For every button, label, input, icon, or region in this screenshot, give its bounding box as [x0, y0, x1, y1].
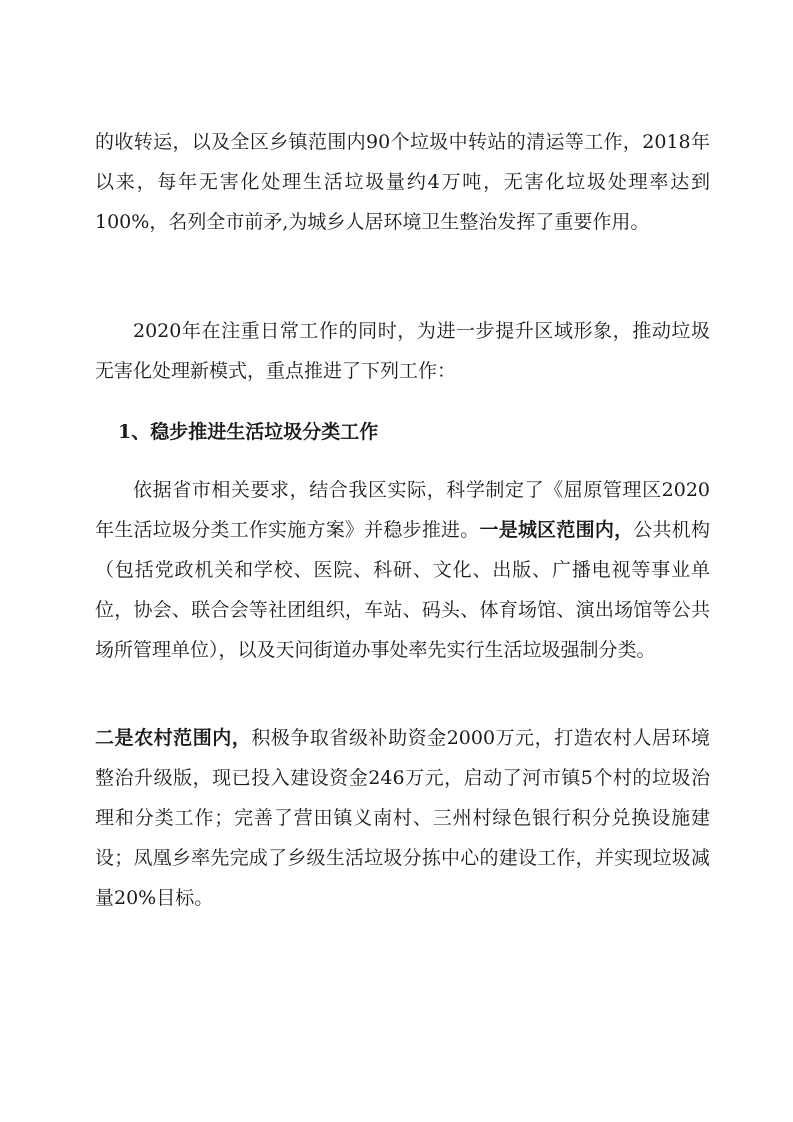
urban-sorting-detail: 公共机构（包括党政机关和学校、医院、科研、文化、出版、广播电视等事业单位，协会、联合会等社团组织，车站、码头、体育场馆、演出场馆等公共场所管理单位），以及天问街道办事处率先实行生活垃圾强制分类。	[95, 519, 710, 661]
paragraph-2020-overview: 2020年在注重日常工作的同时，为进一步提升区域形象，推动垃圾无害化处理新模式，重点推进了下列工作：	[95, 320, 710, 382]
paragraph-waste-results: 的收转运，以及全区乡镇范围内90个垃圾中转站的清运等工作，2018年以来，每年无害化处理生活垃圾量约4万吨，无害化垃圾处理率达到100%，名列全市前矛,为城乡人居环境卫生整治发挥了重要作用。	[95, 131, 710, 233]
paragraph-rural-sorting	[95, 718, 710, 918]
rural-scope-label: 二是农村范围内，	[95, 727, 252, 749]
urban-scope-label: 一是城区范围内，	[479, 519, 634, 541]
paragraph-urban-sorting	[95, 470, 710, 670]
rural-sorting-detail: 积极争取省级补助资金2000万元，打造农村人居环境整治升级版，现已投入建设资金246万元，启动了河市镇5个村的垃圾治理和分类工作；完善了营田镇义南村、三州村绿色银行积分兑换设施建设；凤凰乡率先完成了乡级生活垃圾分拣中心的建设工作，并实现垃圾减量20%目标。	[95, 727, 710, 909]
section-heading-waste-sorting: 1、稳步推进生活垃圾分类工作	[118, 421, 379, 443]
urban-sorting-intro: 依据省市相关要求，结合我区实际，科学制定了《屈原管理区2020年生活垃圾分类工作实施方案》并稳步推进。	[95, 479, 710, 541]
